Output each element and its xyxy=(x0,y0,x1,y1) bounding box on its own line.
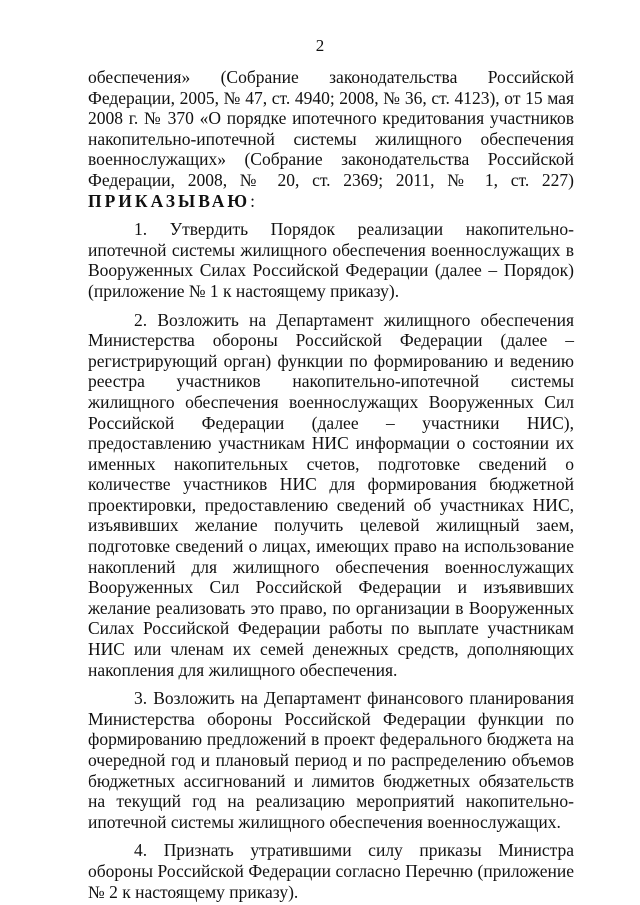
document-body xyxy=(88,67,574,902)
item-2: 2. Возложить на Департамент жилищного обеспечения Министерства обороны Российской Федерации (далее – регистрирующий орган) функции по формированию и ведению реестра участников накопительно-ипотечной системы жилищного обеспечения военнослужащих Вооруженных Сил Российской Федерации (далее – участники НИС), предоставлению участникам НИС информации о состоянии их именных накопительных счетов, подготовке сведений о количестве участников НИС для формирования бюджетной проектировки, предоставлению сведений об участниках НИС, изъявивших желание получить целевой жилищный заем, подготовке сведений о лицах, имеющих право на использование накоплений для жилищного обеспечения военнослужащих Вооруженных Сил Российской Федерации и изъявивших желание реализовать это право, по организации в Вооруженных Силах Российской Федерации работы по выплате участникам НИС или членам их семей денежных средств, дополняющих накопления для жилищного обеспечения. xyxy=(88,309,574,680)
preamble-text: обеспечения» (Собрание законодательства Российской Федерации, 2005, № 47, ст. 4940; 2008, № 36, ст. 4123), от 15 мая 2008 г. № 370 «О порядке ипотечного кредитования участников накопительно-ипотечной системы жилищного обеспечения военнослужащих» (Собрание законодательства Российской Федерации, 2008, № 20, ст. 2369; 2011, № 1, ст. 227) xyxy=(88,67,574,190)
page-number: 2 xyxy=(315,36,325,55)
item-4: 4. Признать утратившими силу приказы Министра обороны Российской Федерации согласно Перечню (приложение № 2 к настоящему приказу). xyxy=(88,840,574,902)
item-1: 1. Утвердить Порядок реализации накопительно-ипотечной системы жилищного обеспечения военнослужащих в Вооруженных Силах Российской Федерации (далее – Порядок) (приложение № 1 к настоящему приказу). xyxy=(88,219,574,301)
order-colon: : xyxy=(250,190,256,211)
preamble-paragraph xyxy=(88,67,574,211)
order-word: ПРИКАЗЫВАЮ xyxy=(88,190,251,211)
item-3: 3. Возложить на Департамент финансового планирования Министерства обороны Российской Федерации функции по формированию предложений в проект федерального бюджета на очередной год и плановый период и по распределению объемов бюджетных ассигнований и лимитов бюджетных обязательств на текущий год на реализацию мероприятий накопительно-ипотечной системы жилищного обеспечения военнослужащих. xyxy=(88,688,574,832)
